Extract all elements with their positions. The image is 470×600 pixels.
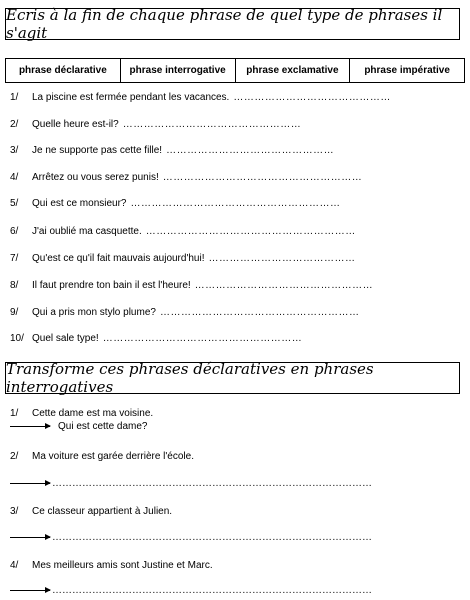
title-2: Transforme ces phrases déclaratives en phrases interrogatives <box>6 360 374 396</box>
exercise-item <box>10 119 301 130</box>
arrow-right-icon <box>10 483 50 484</box>
item-sentence: Il faut prendre ton bain il est l'heure! <box>32 280 191 291</box>
transform-item <box>10 560 213 571</box>
answer-dots: …………………………………………………… <box>130 198 341 209</box>
answer-dots: ……………………………………… <box>233 92 391 103</box>
answer-dots: …………………………………………………………………………………… <box>52 585 372 596</box>
arrow-right-icon <box>10 590 50 591</box>
item-sentence: La piscine est fermée pendant les vacances. <box>32 92 230 103</box>
item-number: 5/ <box>10 198 19 209</box>
item-sentence: Qui a pris mon stylo plume? <box>32 307 156 318</box>
answer-row <box>10 421 148 432</box>
item-number: 4/ <box>10 172 19 183</box>
title-box-2 <box>5 362 460 394</box>
answer-row <box>10 532 372 543</box>
transform-item <box>10 506 172 517</box>
item-number: 3/ <box>10 145 19 156</box>
answer-dots: …………………………………………………………………………………… <box>52 532 372 543</box>
item-sentence: Cette dame est ma voisine. <box>32 408 154 419</box>
item-sentence: Quel sale type! <box>32 333 99 344</box>
transform-item <box>10 408 153 419</box>
answer-dots: …………………………………… <box>208 253 356 264</box>
item-number: 4/ <box>10 560 19 571</box>
exercise-item <box>10 198 341 209</box>
title-1: Ecris à la fin de chaque phrase de quel type de phrases il s'agit <box>6 6 443 42</box>
exercise-item <box>10 226 356 237</box>
type-cell: phrase exclamative <box>235 59 350 83</box>
exercise-item <box>10 172 362 183</box>
item-number: 8/ <box>10 280 19 291</box>
item-number: 2/ <box>10 451 19 462</box>
type-cell: phrase déclarative <box>6 59 121 83</box>
item-number: 1/ <box>10 408 19 419</box>
answer-text: Qui est cette dame? <box>58 421 148 432</box>
answer-dots: ………………………………………………… <box>102 333 303 344</box>
sentence-types-table <box>5 58 465 83</box>
answer-dots: …………………………………………… <box>122 119 302 130</box>
type-cell: phrase impérative <box>350 59 465 83</box>
answer-dots: ………………………………………………… <box>159 307 360 318</box>
item-number: 3/ <box>10 506 19 517</box>
exercise-item <box>10 145 334 156</box>
item-number: 2/ <box>10 119 19 130</box>
item-sentence: Ce classeur appartient à Julien. <box>32 506 173 517</box>
item-sentence: Mes meilleurs amis sont Justine et Marc. <box>32 560 213 571</box>
type-cell: phrase interrogative <box>120 59 235 83</box>
exercise-item <box>10 280 373 291</box>
item-sentence: Je ne supporte pas cette fille! <box>32 145 163 156</box>
item-sentence: Qui est ce monsieur? <box>32 198 127 209</box>
item-number: 1/ <box>10 92 19 103</box>
item-sentence: Qu'est ce qu'il fait mauvais aujourd'hui! <box>32 253 205 264</box>
exercise-item <box>10 92 391 103</box>
answer-dots: …………………………………………… <box>194 280 374 291</box>
answer-dots: ………………………………………………… <box>162 172 363 183</box>
exercise-item <box>10 253 356 264</box>
item-number: 9/ <box>10 307 19 318</box>
item-number: 10/ <box>10 333 24 344</box>
exercise-item <box>10 307 359 318</box>
answer-row <box>10 585 372 596</box>
title-box-1 <box>5 8 460 40</box>
arrow-right-icon <box>10 426 50 427</box>
item-number: 6/ <box>10 226 19 237</box>
item-number: 7/ <box>10 253 19 264</box>
exercise-item <box>10 333 302 344</box>
answer-row <box>10 478 372 489</box>
item-sentence: Arrêtez ou vous serez punis! <box>32 172 159 183</box>
item-sentence: J'ai oublié ma casquette. <box>32 226 142 237</box>
arrow-right-icon <box>10 537 50 538</box>
answer-dots: …………………………………………………… <box>145 226 356 237</box>
transform-item <box>10 451 194 462</box>
item-sentence: Ma voiture est garée derrière l'école. <box>32 451 194 462</box>
item-sentence: Quelle heure est-il? <box>32 119 119 130</box>
answer-dots: …………………………………………………………………………………… <box>52 478 372 489</box>
answer-dots: ………………………………………… <box>166 145 335 156</box>
